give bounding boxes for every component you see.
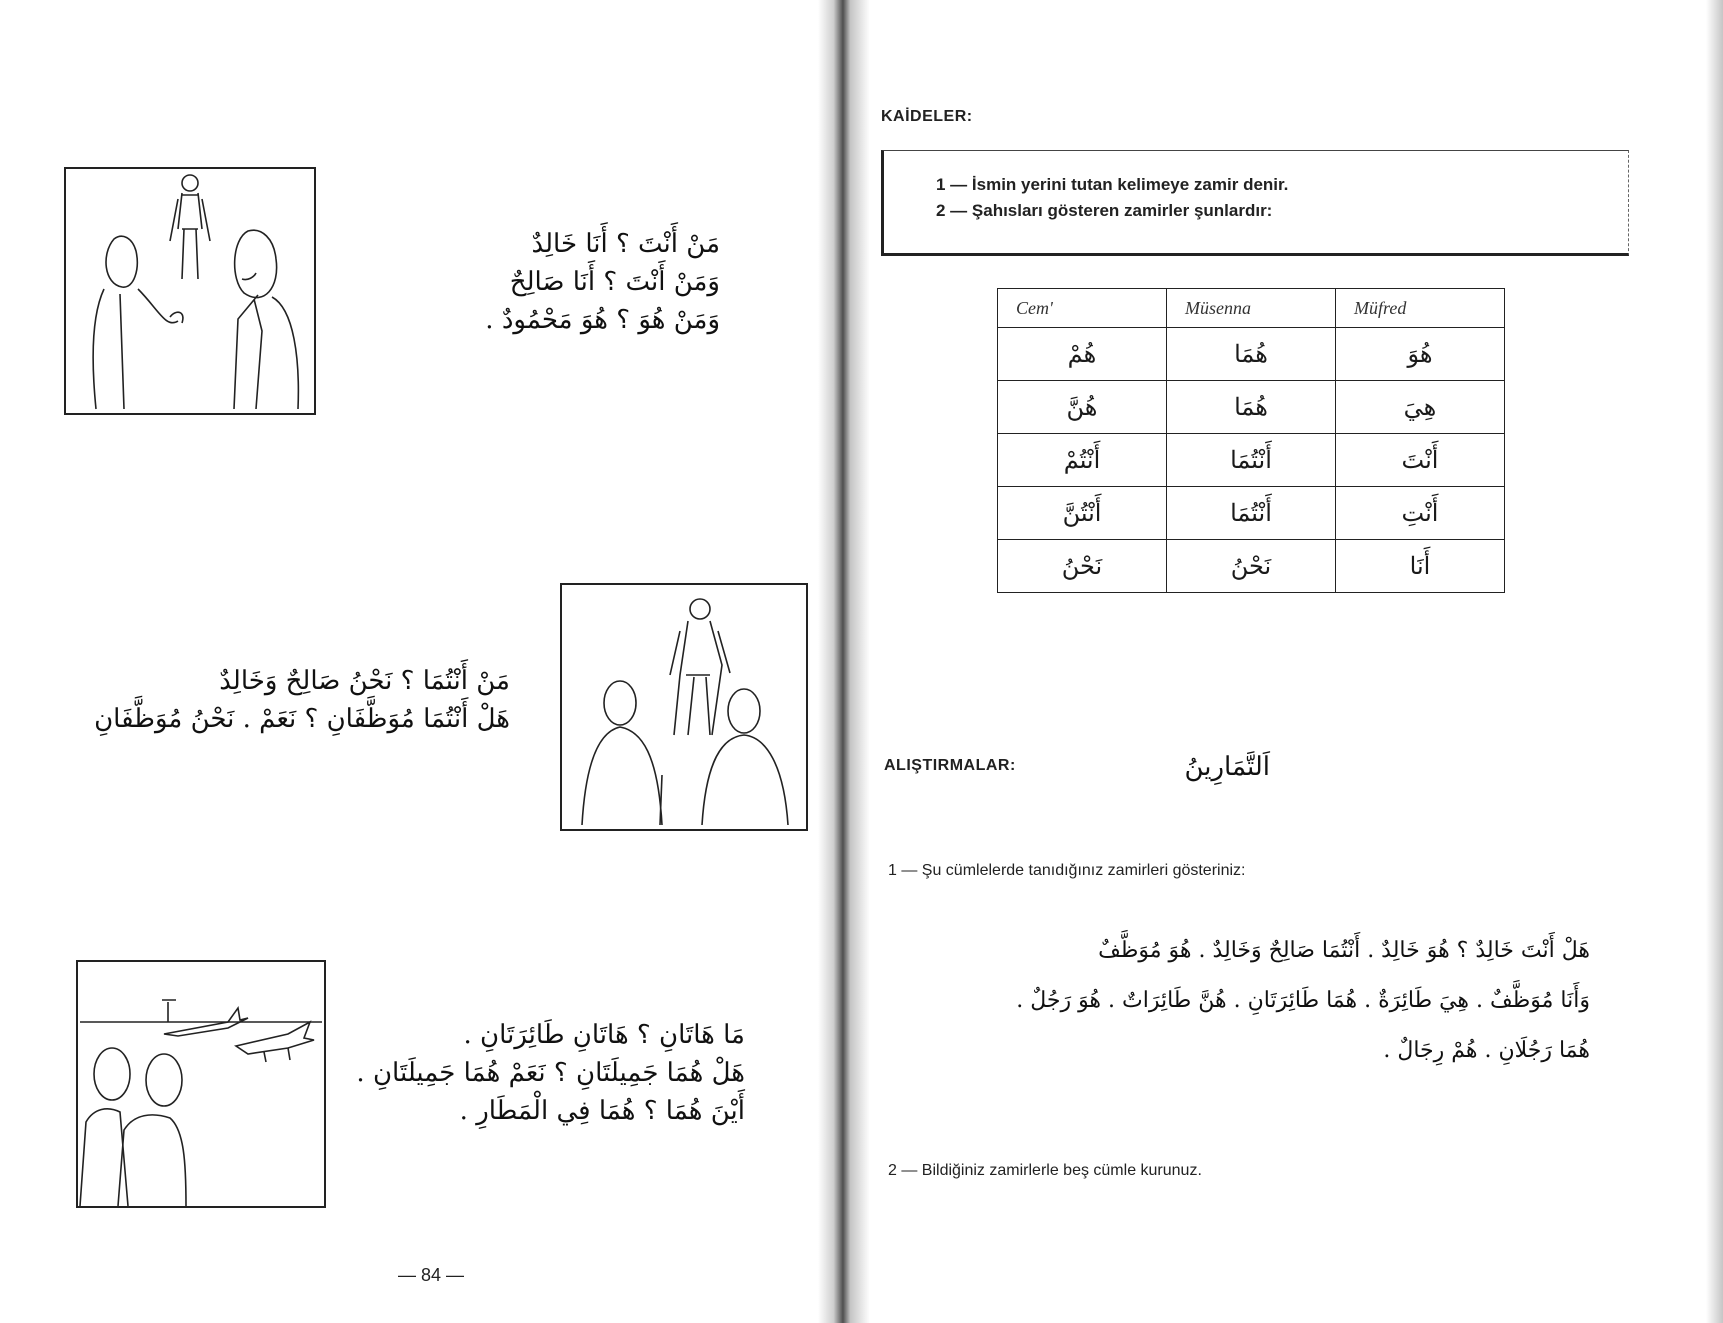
rule-2: 2 — Şahısları gösteren zamirler şunlardır: <box>936 201 1273 220</box>
table-cell: نَحْنُ <box>1167 540 1336 593</box>
table-cell: هُمَا <box>1167 328 1336 381</box>
dialog-1 <box>440 225 720 339</box>
exercise-1-line-1: هَلْ أَنْتَ خَالِدٌ ؟ هُوَ خَالِدٌ . أَنْتُمَا صَالِحٌ وَخَالِدٌ . هُوَ مُوَظَّفٌ <box>1098 938 1590 963</box>
page-edge-shadow <box>1706 0 1723 1323</box>
table-cell: نَحْنُ <box>998 540 1167 593</box>
dialog-1-line-3: وَمَنْ هُوَ ؟ هُوَ مَحْمُودٌ . <box>485 305 720 335</box>
table-row <box>998 381 1505 434</box>
two-men-facing-standing-man-icon <box>560 583 808 831</box>
dialog-1-line-2: وَمَنْ أَنْتَ ؟ أَنَا صَالِحٌ <box>509 267 720 297</box>
table-cell: أَنْتُمَا <box>1167 434 1336 487</box>
pronoun-table <box>997 288 1505 593</box>
header-musenna: Müsenna <box>1167 289 1336 328</box>
exercise-1-prompt: 1 — Şu cümlelerde tanıdığınız zamirleri gösteriniz: <box>888 862 1246 879</box>
dialog-3-line-3: أَيْنَ هُمَا ؟ هُمَا فِي الْمَطَارِ . <box>459 1096 745 1126</box>
table-cell: أَنْتُنَّ <box>998 487 1167 540</box>
exercise-1-line-3: هُمَا رَجُلَانِ . هُمْ رِجَالٌ . <box>1383 1038 1590 1063</box>
table-cell: أَنْتَ <box>1336 434 1505 487</box>
exercises-heading: ALIŞTIRMALAR: <box>884 757 1016 774</box>
rules-heading: KAİDELER: <box>881 108 973 125</box>
table-row <box>998 487 1505 540</box>
header-mufred: Müfred <box>1336 289 1505 328</box>
dialog-2-line-2: هَلْ أَنْتُمَا مُوَظَّفَانِ ؟ نَعَمْ . نَحْنُ مُوَظَّفَانِ <box>94 704 510 734</box>
dialog-3-line-2: هَلْ هُمَا جَمِيلَتَانِ ؟ نَعَمْ هُمَا جَمِيلَتَانِ . <box>356 1058 745 1088</box>
exercise-1-sentences <box>920 926 1590 1076</box>
table-row <box>998 540 1505 593</box>
rule-1: 1 — İsmin yerini tutan kelimeye zamir denir. <box>936 175 1289 194</box>
left-page <box>0 0 840 1323</box>
table-cell: أَنْتُمْ <box>998 434 1167 487</box>
exercise-2-prompt: 2 — Bildiğiniz zamirlerle beş cümle kurunuz. <box>888 1162 1202 1179</box>
dialog-2 <box>94 662 510 738</box>
page-number: — 84 — <box>398 1265 465 1285</box>
table-row <box>998 328 1505 381</box>
exercises-heading-arabic: اَلتَّمَارِينُ <box>1184 752 1270 782</box>
exercise-1-line-2: وَأَنَا مُوَظَّفٌ . هِيَ طَائِرَةٌ . هُمَا طَائِرَتَانِ . هُنَّ طَائِرَاتٌ . هُوَ رَجُلٌ . <box>1016 988 1590 1013</box>
two-people-talking-icon <box>64 167 316 415</box>
table-cell: هُمَا <box>1167 381 1336 434</box>
table-cell: هُمْ <box>998 328 1167 381</box>
table-cell: أَنْتُمَا <box>1167 487 1336 540</box>
dialog-2-line-1: مَنْ أَنْتُمَا ؟ نَحْنُ صَالِحٌ وَخَالِدٌ <box>219 666 510 696</box>
table-cell: أَنْتِ <box>1336 487 1505 540</box>
rules-box <box>881 150 1629 256</box>
two-men-watching-airplanes-icon <box>76 960 326 1208</box>
table-cell: أَنَا <box>1336 540 1505 593</box>
dialog-3 <box>356 1016 745 1130</box>
dialog-1-line-1: مَنْ أَنْتَ ؟ أَنَا خَالِدٌ <box>531 229 720 259</box>
table-cell: هُنَّ <box>998 381 1167 434</box>
header-cem: Cem' <box>998 289 1167 328</box>
table-cell: هُوَ <box>1336 328 1505 381</box>
pronoun-table-header <box>998 289 1505 328</box>
table-row <box>998 434 1505 487</box>
table-cell: هِيَ <box>1336 381 1505 434</box>
dialog-3-line-1: مَا هَاتَانِ ؟ هَاتَانِ طَائِرَتَانِ . <box>463 1020 745 1050</box>
